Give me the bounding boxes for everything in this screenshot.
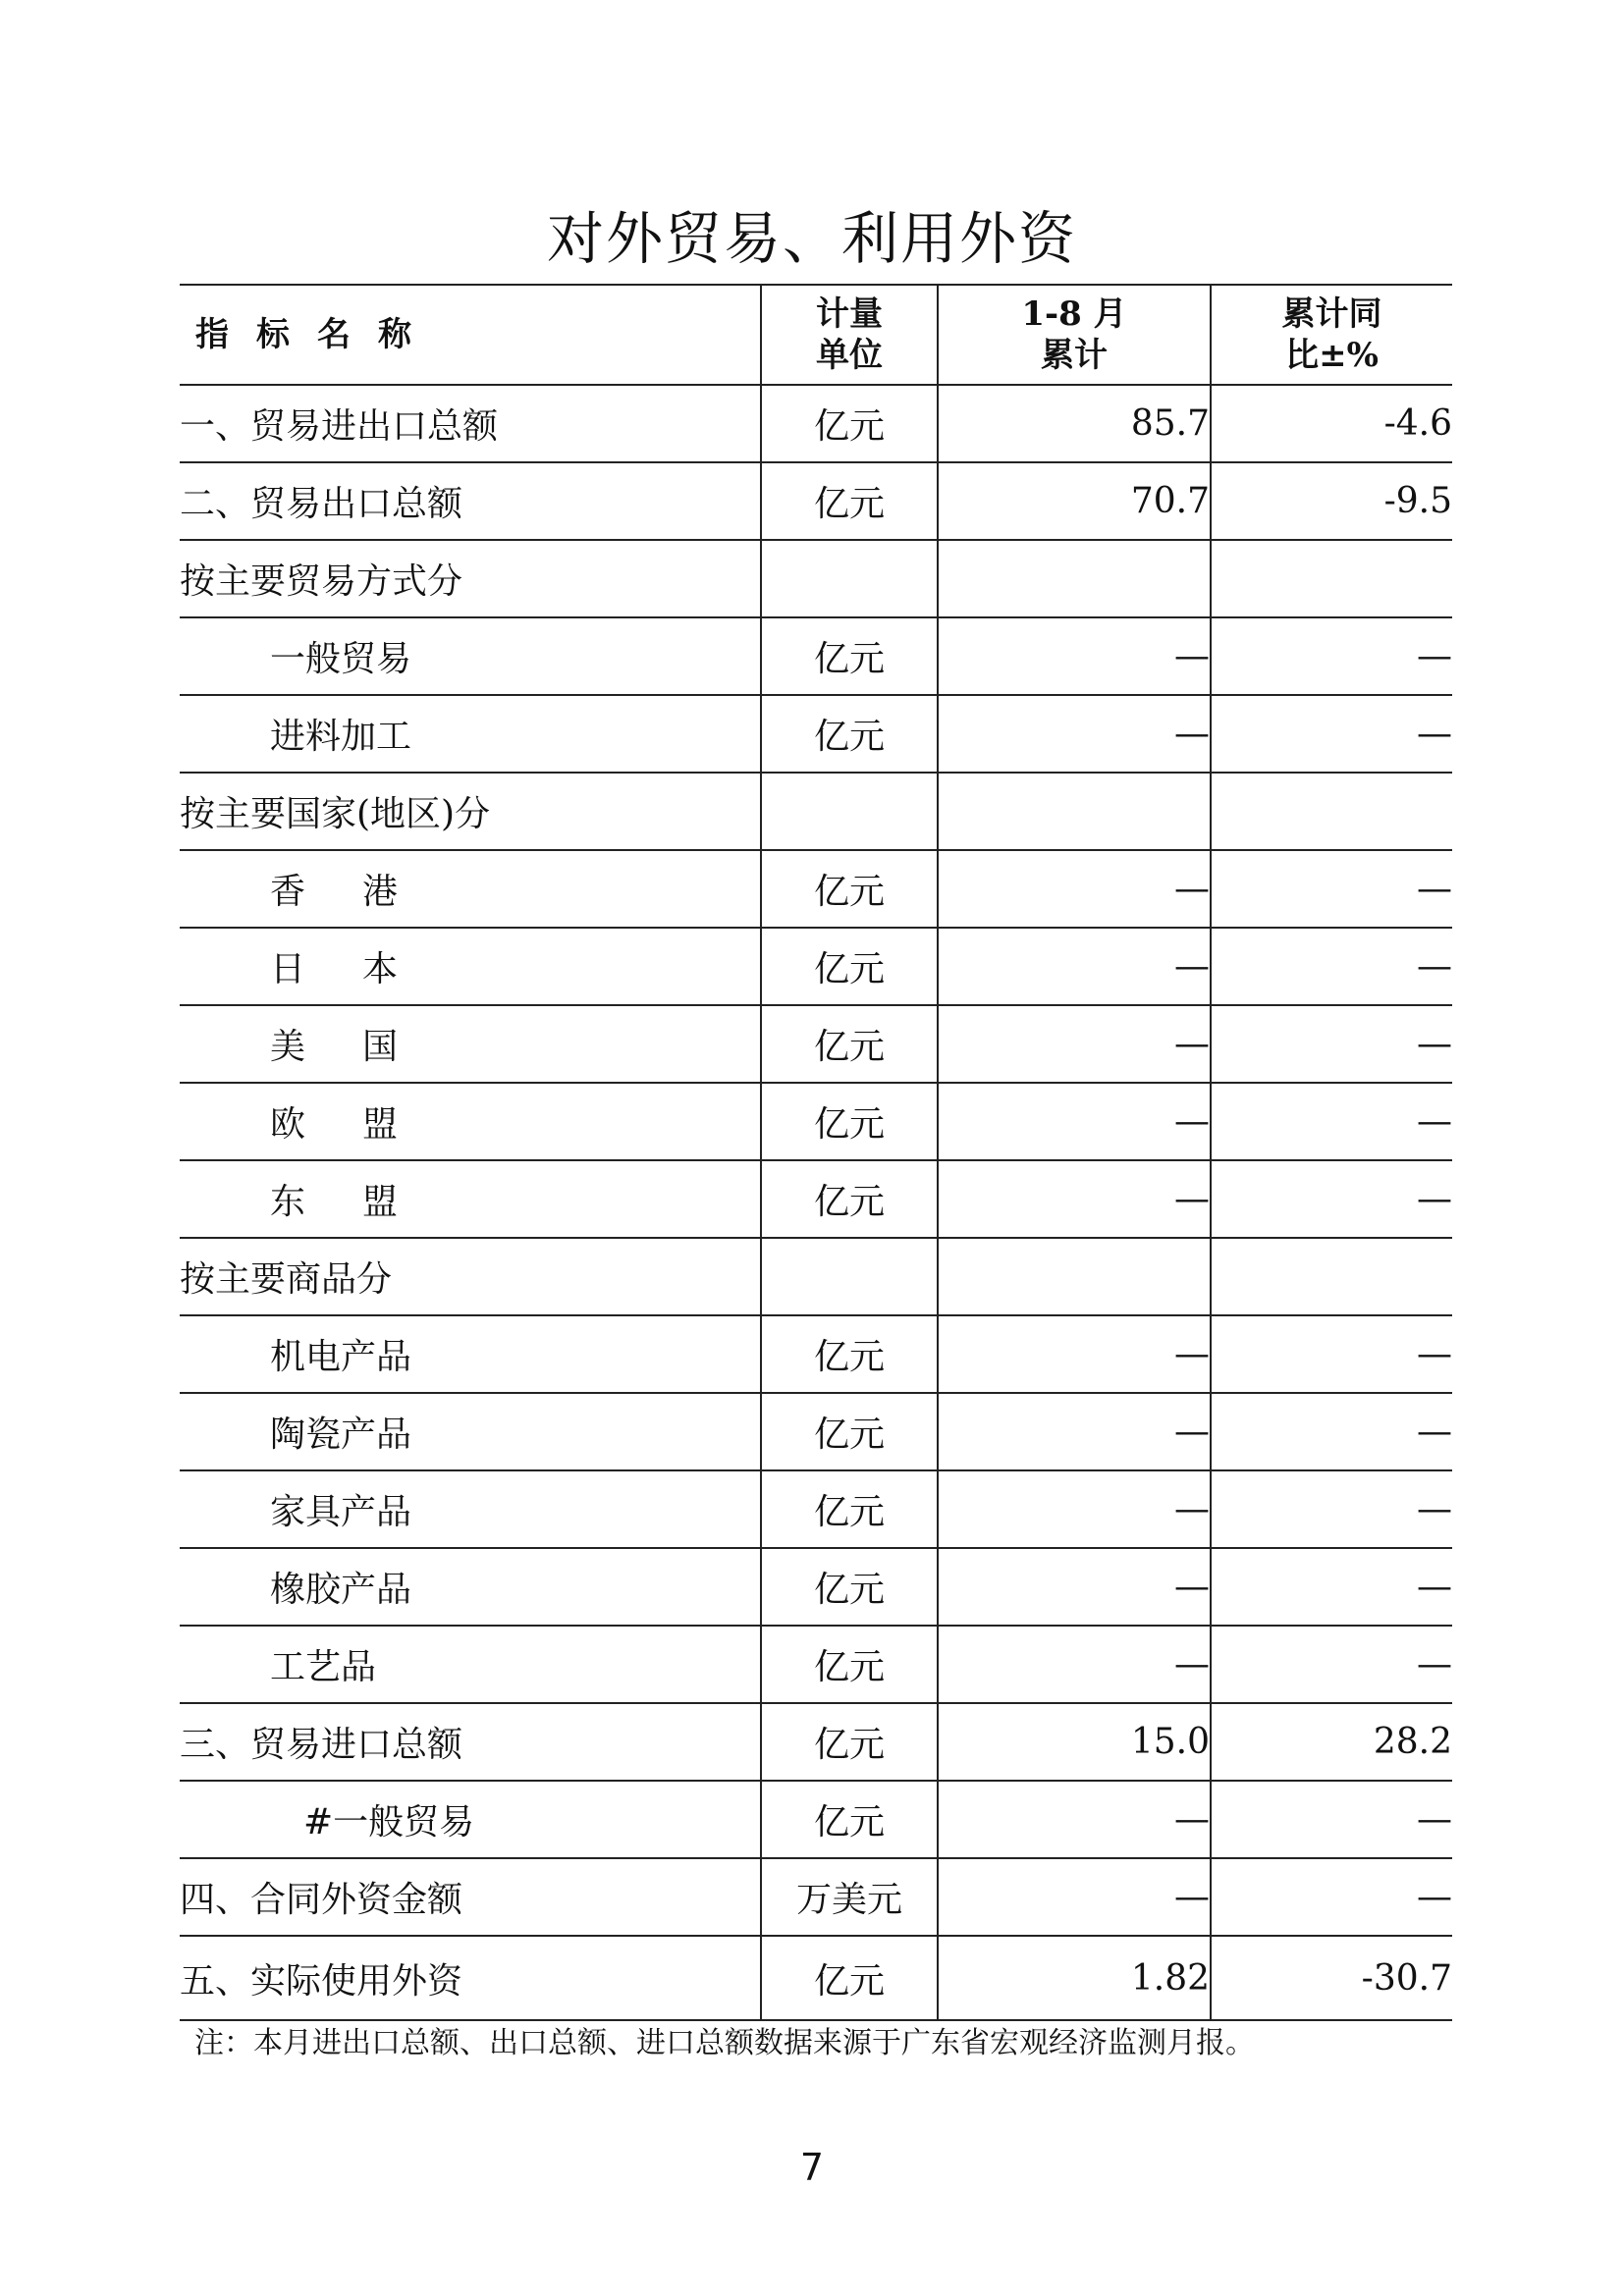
row-yoy: — <box>1211 1470 1452 1548</box>
page-number: 7 <box>799 2146 825 2189</box>
row-value: 70.7 <box>938 462 1211 540</box>
table-row <box>180 1470 1452 1548</box>
row-yoy <box>1211 1238 1452 1315</box>
table-row <box>180 1238 1452 1315</box>
row-name: 四、合同外资金额 <box>180 1858 761 1936</box>
row-value: — <box>938 928 1211 1005</box>
row-yoy: — <box>1211 1393 1452 1470</box>
row-unit <box>761 1238 938 1315</box>
header-unit <box>761 285 938 385</box>
row-yoy: — <box>1211 1626 1452 1703</box>
table-row <box>180 1703 1452 1781</box>
table-row <box>180 385 1452 462</box>
row-name: 美国 <box>180 1005 761 1083</box>
row-yoy: — <box>1211 695 1452 773</box>
table-row <box>180 462 1452 540</box>
table-row <box>180 928 1452 1005</box>
row-yoy: — <box>1211 1005 1452 1083</box>
row-yoy <box>1211 540 1452 617</box>
row-unit <box>761 540 938 617</box>
row-name: 按主要商品分 <box>180 1238 761 1315</box>
row-unit: 亿元 <box>761 1781 938 1858</box>
header-yoy-line1: 累计同 <box>1281 294 1382 334</box>
row-unit: 亿元 <box>761 1005 938 1083</box>
row-value: — <box>938 695 1211 773</box>
row-value: — <box>938 850 1211 928</box>
table-row <box>180 540 1452 617</box>
row-unit: 亿元 <box>761 1548 938 1626</box>
table-row <box>180 1781 1452 1858</box>
row-name: #一般贸易 <box>180 1781 761 1858</box>
row-yoy: — <box>1211 1315 1452 1393</box>
row-value <box>938 1238 1211 1315</box>
table-row <box>180 1160 1452 1238</box>
row-value: — <box>938 1626 1211 1703</box>
row-value: — <box>938 617 1211 695</box>
table-row <box>180 1548 1452 1626</box>
row-name: 东盟 <box>180 1160 761 1238</box>
header-indicator-name: 指标名称 <box>180 285 761 385</box>
footnote: 注：本月进出口总额、出口总额、进口总额数据来源于广东省宏观经济监测月报。 <box>194 2026 1255 2060</box>
row-name: 欧盟 <box>180 1083 761 1160</box>
row-unit: 亿元 <box>761 1470 938 1548</box>
row-name: 机电产品 <box>180 1315 761 1393</box>
table-row <box>180 1315 1452 1393</box>
row-yoy: — <box>1211 928 1452 1005</box>
row-name: 家具产品 <box>180 1470 761 1548</box>
row-unit: 亿元 <box>761 1936 938 2020</box>
row-value <box>938 773 1211 850</box>
row-value: 1.82 <box>938 1936 1211 2020</box>
row-name: 陶瓷产品 <box>180 1393 761 1470</box>
row-unit: 亿元 <box>761 1083 938 1160</box>
table-row <box>180 617 1452 695</box>
row-value: — <box>938 1160 1211 1238</box>
row-value: 85.7 <box>938 385 1211 462</box>
row-name: 香港 <box>180 850 761 928</box>
header-cumulative <box>938 285 1211 385</box>
row-name: 日本 <box>180 928 761 1005</box>
row-yoy: — <box>1211 1548 1452 1626</box>
row-name: 进料加工 <box>180 695 761 773</box>
row-value <box>938 540 1211 617</box>
row-unit: 亿元 <box>761 928 938 1005</box>
row-value: — <box>938 1315 1211 1393</box>
row-value: — <box>938 1393 1211 1470</box>
row-value: — <box>938 1548 1211 1626</box>
row-unit: 亿元 <box>761 1315 938 1393</box>
row-unit: 亿元 <box>761 617 938 695</box>
row-name: 橡胶产品 <box>180 1548 761 1626</box>
table-row <box>180 850 1452 928</box>
table-row <box>180 695 1452 773</box>
row-value: — <box>938 1470 1211 1548</box>
row-yoy: -30.7 <box>1211 1936 1452 2020</box>
page-title: 对外贸易、利用外资 <box>546 205 1077 272</box>
row-value: — <box>938 1781 1211 1858</box>
row-name: 五、实际使用外资 <box>180 1936 761 2020</box>
table-row <box>180 1083 1452 1160</box>
row-unit: 亿元 <box>761 1160 938 1238</box>
row-name: 三、贸易进口总额 <box>180 1703 761 1781</box>
row-name: 一、贸易进出口总额 <box>180 385 761 462</box>
row-name: 二、贸易出口总额 <box>180 462 761 540</box>
row-unit: 万美元 <box>761 1858 938 1936</box>
row-yoy: — <box>1211 1858 1452 1936</box>
header-yoy <box>1211 285 1452 385</box>
trade-stats-table <box>180 284 1452 2021</box>
table-row <box>180 773 1452 850</box>
row-unit: 亿元 <box>761 850 938 928</box>
row-name: 一般贸易 <box>180 617 761 695</box>
table-row <box>180 1626 1452 1703</box>
row-value: — <box>938 1083 1211 1160</box>
row-unit: 亿元 <box>761 462 938 540</box>
row-unit <box>761 773 938 850</box>
header-yoy-line2: 比±% <box>1285 336 1379 375</box>
row-value: — <box>938 1858 1211 1936</box>
row-unit: 亿元 <box>761 695 938 773</box>
header-cumulative-line1: 1-8 月 <box>1021 294 1127 334</box>
header-unit-line1: 计量 <box>816 294 883 334</box>
header-cumulative-line2: 累计 <box>1041 336 1108 375</box>
row-yoy: -9.5 <box>1211 462 1452 540</box>
header-unit-line2: 单位 <box>816 336 883 375</box>
row-name: 工艺品 <box>180 1626 761 1703</box>
row-unit: 亿元 <box>761 1393 938 1470</box>
row-yoy: -4.6 <box>1211 385 1452 462</box>
row-unit: 亿元 <box>761 385 938 462</box>
table-header-row <box>180 285 1452 385</box>
row-yoy: — <box>1211 1083 1452 1160</box>
row-name: 按主要贸易方式分 <box>180 540 761 617</box>
row-yoy: — <box>1211 1160 1452 1238</box>
table-row <box>180 1858 1452 1936</box>
row-value: — <box>938 1005 1211 1083</box>
row-yoy: — <box>1211 1781 1452 1858</box>
row-yoy <box>1211 773 1452 850</box>
row-yoy: — <box>1211 617 1452 695</box>
table-row <box>180 1936 1452 2020</box>
row-unit: 亿元 <box>761 1626 938 1703</box>
row-yoy: 28.2 <box>1211 1703 1452 1781</box>
row-value: 15.0 <box>938 1703 1211 1781</box>
row-unit: 亿元 <box>761 1703 938 1781</box>
table-row <box>180 1005 1452 1083</box>
row-yoy: — <box>1211 850 1452 928</box>
table-row <box>180 1393 1452 1470</box>
row-name: 按主要国家(地区)分 <box>180 773 761 850</box>
